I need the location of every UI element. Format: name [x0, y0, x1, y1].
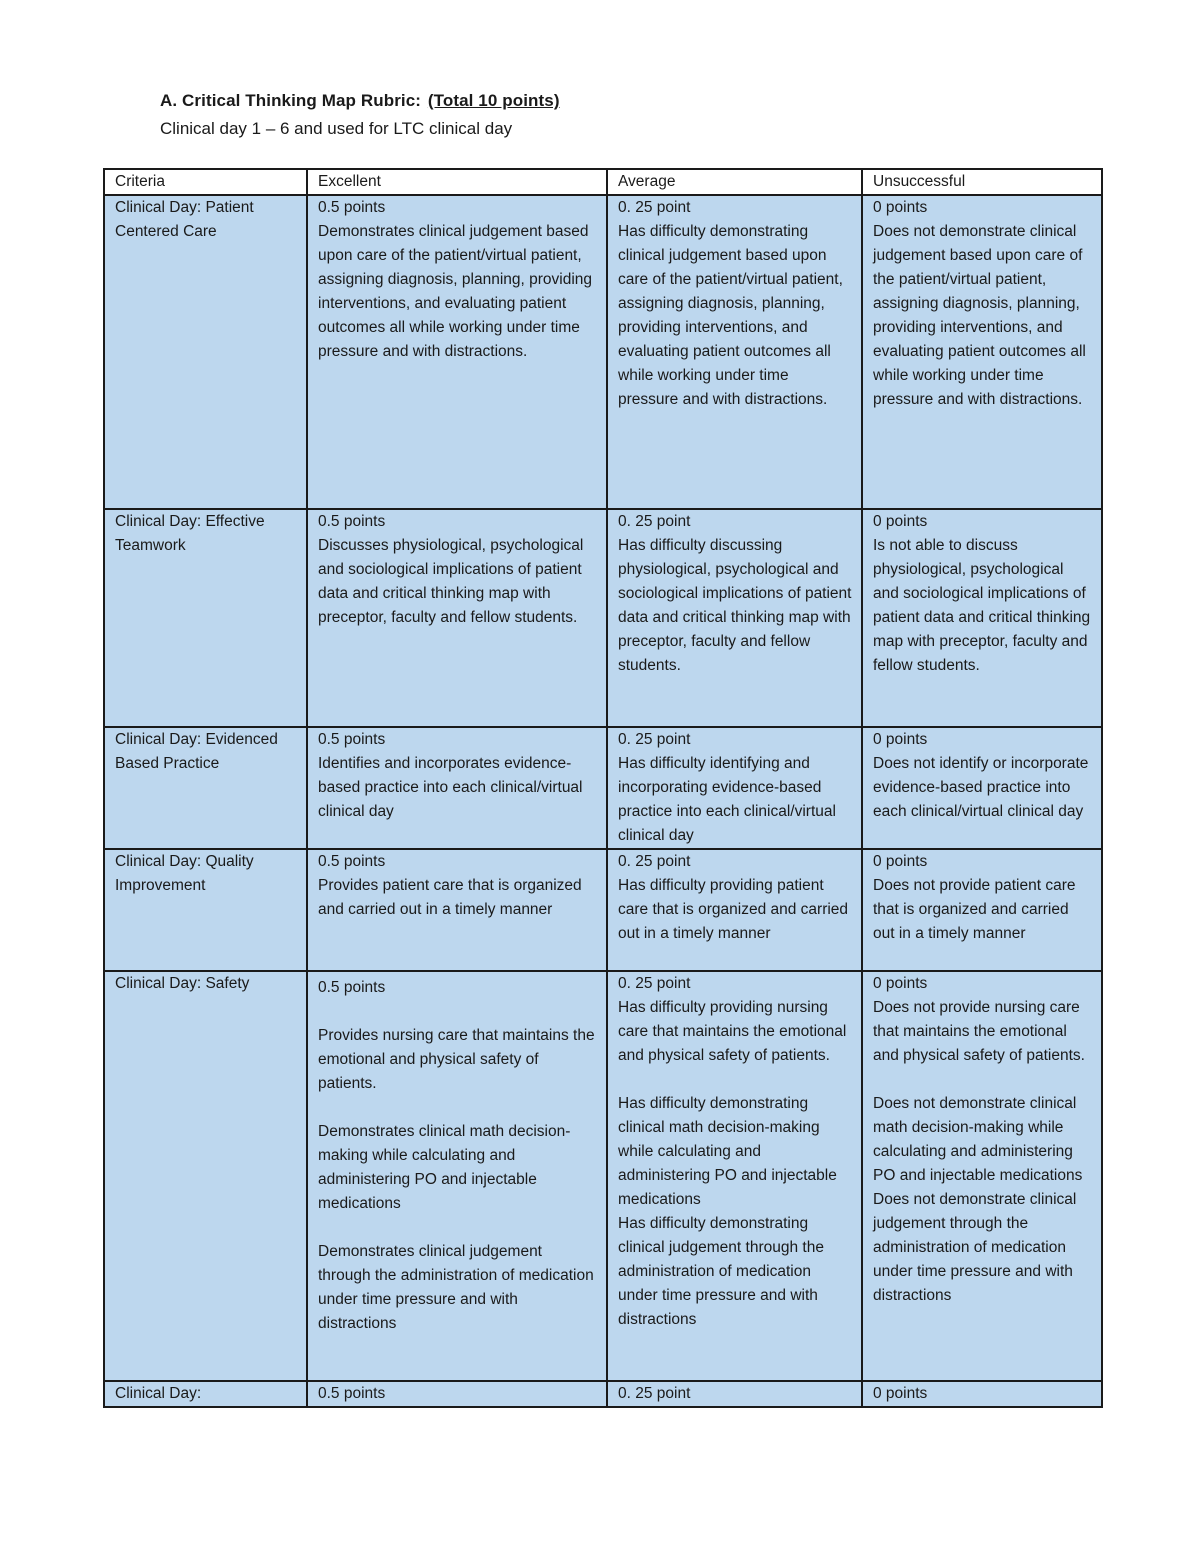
unsuccessful-cell	[862, 849, 1102, 971]
average-cell	[607, 195, 862, 509]
points-label: 0 points	[873, 853, 928, 870]
excellent-cell	[307, 727, 607, 849]
criteria-label: Clinical Day: Quality Improvement	[115, 853, 254, 894]
description-text: Identifies and incorporates evidence-based practice into each clinical/virtual clinical day	[318, 755, 583, 820]
points-label: 0. 25 point	[618, 853, 691, 870]
description-text: Has difficulty demonstrating clinical judgement based upon care of the patient/virtual patient, assigning diagnosis, planning, providing interventions, and evaluating patient outcomes all while working under time pressure and with distractions.	[618, 223, 843, 408]
average-cell	[607, 849, 862, 971]
spacer	[318, 1096, 598, 1120]
criteria-label: Clinical Day:	[115, 1385, 202, 1402]
rubric-total-points: (Total 10 points)	[427, 91, 560, 110]
header-excellent: Excellent	[307, 169, 607, 195]
points-label: 0 points	[873, 975, 928, 992]
description-text: Demonstrates clinical math decision-making while calculating and administering PO and injectable medications	[318, 1123, 571, 1212]
unsuccessful-cell	[862, 195, 1102, 509]
description-text: Has difficulty demonstrating clinical math decision-making while calculating and administering PO and injectable medications	[618, 1095, 837, 1208]
points-label: 0 points	[873, 1385, 928, 1402]
description-text: Has difficulty providing nursing care that maintains the emotional and physical safety of patients.	[618, 999, 847, 1064]
header-criteria: Criteria	[104, 169, 307, 195]
table-row	[104, 509, 1102, 727]
description-text: Does not provide patient care that is organized and carried out in a timely manner	[873, 877, 1076, 942]
criteria-cell	[104, 727, 307, 849]
points-label: 0 points	[873, 199, 928, 216]
spacer	[873, 1068, 1093, 1092]
average-cell	[607, 971, 862, 1381]
excellent-cell	[307, 971, 607, 1381]
table-row	[104, 195, 1102, 509]
points-label: 0.5 points	[318, 979, 386, 996]
description-text: Does not provide nursing care that maintains the emotional and physical safety of patients.	[873, 999, 1085, 1064]
table-row	[104, 1381, 1102, 1407]
criteria-label: Clinical Day: Patient Centered Care	[115, 199, 254, 240]
points-label: 0 points	[873, 731, 928, 748]
table-row	[104, 849, 1102, 971]
rubric-title	[160, 91, 560, 111]
average-cell	[607, 509, 862, 727]
criteria-cell	[104, 509, 307, 727]
unsuccessful-cell	[862, 727, 1102, 849]
spacer	[318, 1216, 598, 1240]
spacer	[318, 1000, 598, 1024]
table-row	[104, 727, 1102, 849]
excellent-cell	[307, 1381, 607, 1407]
criteria-label: Clinical Day: Evidenced Based Practice	[115, 731, 278, 772]
criteria-cell	[104, 195, 307, 509]
points-label: 0. 25 point	[618, 731, 691, 748]
description-text: Demonstrates clinical judgement through the administration of medication under time pressure and with distractions	[318, 1243, 594, 1332]
points-label: 0.5 points	[318, 1385, 386, 1402]
rubric-table	[103, 168, 1103, 1408]
points-label: 0.5 points	[318, 731, 386, 748]
points-label: 0 points	[873, 513, 928, 530]
rubric-title-text: A. Critical Thinking Map Rubric:	[160, 91, 422, 110]
points-label: 0. 25 point	[618, 199, 691, 216]
description-text: Discusses physiological, psychological and sociological implications of patient data and critical thinking map with preceptor, faculty and fellow students.	[318, 537, 584, 626]
description-text: Does not identify or incorporate evidence-based practice into each clinical/virtual clinical day	[873, 755, 1089, 820]
table-header-row	[104, 169, 1102, 195]
unsuccessful-cell	[862, 509, 1102, 727]
criteria-label: Clinical Day: Effective Teamwork	[115, 513, 265, 554]
points-label: 0.5 points	[318, 199, 386, 216]
criteria-label: Clinical Day: Safety	[115, 975, 250, 992]
header-average: Average	[607, 169, 862, 195]
excellent-cell	[307, 509, 607, 727]
points-label: 0. 25 point	[618, 1385, 691, 1402]
description-text: Does not demonstrate clinical judgement through the administration of medication under time pressure and with distractions	[873, 1191, 1077, 1304]
description-text: Demonstrates clinical judgement based upon care of the patient/virtual patient, assigning diagnosis, planning, providing interventions, and evaluating patient outcomes all while working under time pressure and with distractions.	[318, 223, 593, 360]
unsuccessful-cell	[862, 971, 1102, 1381]
points-label: 0. 25 point	[618, 975, 691, 992]
description-text: Has difficulty identifying and incorporating evidence-based practice into each clinical/virtual clinical day	[618, 755, 836, 844]
rubric-subtitle: Clinical day 1 – 6 and used for LTC clinical day	[160, 119, 513, 138]
points-label: 0. 25 point	[618, 513, 691, 530]
description-text: Provides patient care that is organized and carried out in a timely manner	[318, 877, 582, 918]
excellent-cell	[307, 849, 607, 971]
spacer	[618, 1068, 853, 1092]
points-label: 0.5 points	[318, 853, 386, 870]
criteria-cell	[104, 971, 307, 1381]
unsuccessful-cell	[862, 1381, 1102, 1407]
excellent-cell	[307, 195, 607, 509]
description-text: Has difficulty discussing physiological, psychological and sociological implications of patient data and critical thinking map with preceptor, faculty and fellow students.	[618, 537, 852, 674]
average-cell	[607, 1381, 862, 1407]
average-cell	[607, 727, 862, 849]
criteria-cell	[104, 1381, 307, 1407]
description-text: Does not demonstrate clinical math decision-making while calculating and administering PO and injectable medications	[873, 1095, 1083, 1184]
table-row	[104, 971, 1102, 1381]
description-text: Has difficulty demonstrating clinical judgement through the administration of medication under time pressure and with distractions	[618, 1215, 824, 1328]
points-label: 0.5 points	[318, 513, 386, 530]
description-text: Does not demonstrate clinical judgement based upon care of the patient/virtual patient, assigning diagnosis, planning, providing interventions, and evaluating patient outcomes all while working under time pressure and with distractions.	[873, 223, 1086, 408]
header-unsuccessful: Unsuccessful	[862, 169, 1102, 195]
description-text: Is not able to discuss physiological, psychological and sociological implications of patient data and critical thinking map with preceptor, faculty and fellow students.	[873, 537, 1091, 674]
description-text: Has difficulty providing patient care that is organized and carried out in a timely manner	[618, 877, 849, 942]
criteria-cell	[104, 849, 307, 971]
description-text: Provides nursing care that maintains the emotional and physical safety of patients.	[318, 1027, 595, 1092]
